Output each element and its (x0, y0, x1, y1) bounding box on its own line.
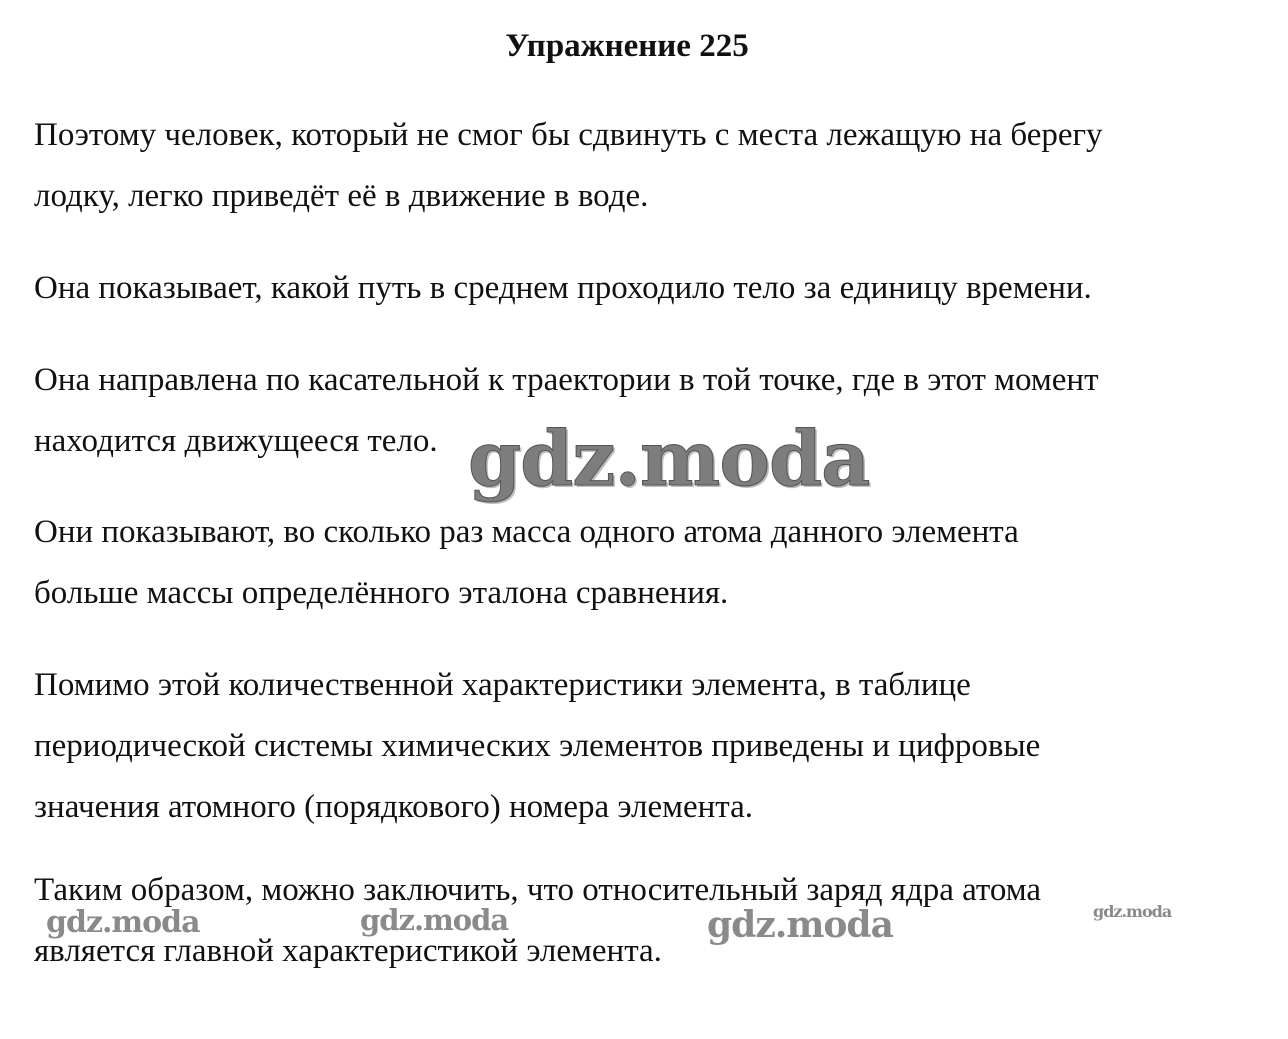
watermark-small-2: gdz.moda (360, 903, 509, 937)
exercise-title: Упражнение 225 (505, 28, 749, 64)
watermark-small-4: gdz.moda (1093, 902, 1172, 921)
watermark-main: gdz.moda (468, 414, 870, 503)
paragraph-6-line-2: является главной характеристикой элемента. (34, 933, 662, 969)
paragraph-5 (34, 655, 1264, 838)
paragraph-4-line-1: Они показывают, во сколько раз масса одного атома данного элемента (34, 514, 1019, 550)
paragraph-3-line-2: находится движущееся тело. (34, 423, 438, 459)
paragraph-3-line-1: Она направлена по касательной к траектории в той точке, где в этот момент (34, 362, 1099, 398)
paragraph-1 (34, 105, 1264, 227)
paragraph-5-line-2: периодической системы химических элементов приведены и цифровые (34, 728, 1041, 764)
paragraph-1-line-2: лодку, легко приведёт её в движение в воде. (34, 178, 649, 214)
paragraph-6-line-1: Таким образом, можно заключить, что относительный заряд ядра атома (34, 872, 1042, 908)
paragraph-4 (34, 502, 1264, 624)
paragraph-6 (34, 860, 1264, 982)
paragraph-2 (34, 258, 1264, 319)
paragraph-5-line-1: Помимо этой количественной характеристики элемента, в таблице (34, 667, 971, 703)
watermark-small-3: gdz.moda (707, 904, 893, 946)
paragraph-1-line-1: Поэтому человек, который не смог бы сдвинуть с места лежащую на берегу (34, 117, 1103, 153)
paragraph-5-line-3: значения атомного (порядкового) номера элемента. (34, 789, 754, 825)
paragraph-2-line-1: Она показывает, какой путь в среднем проходило тело за единицу времени. (34, 270, 1092, 306)
paragraph-4-line-2: больше массы определённого эталона сравнения. (34, 575, 729, 611)
watermark-small-1: gdz.moda (46, 905, 200, 940)
